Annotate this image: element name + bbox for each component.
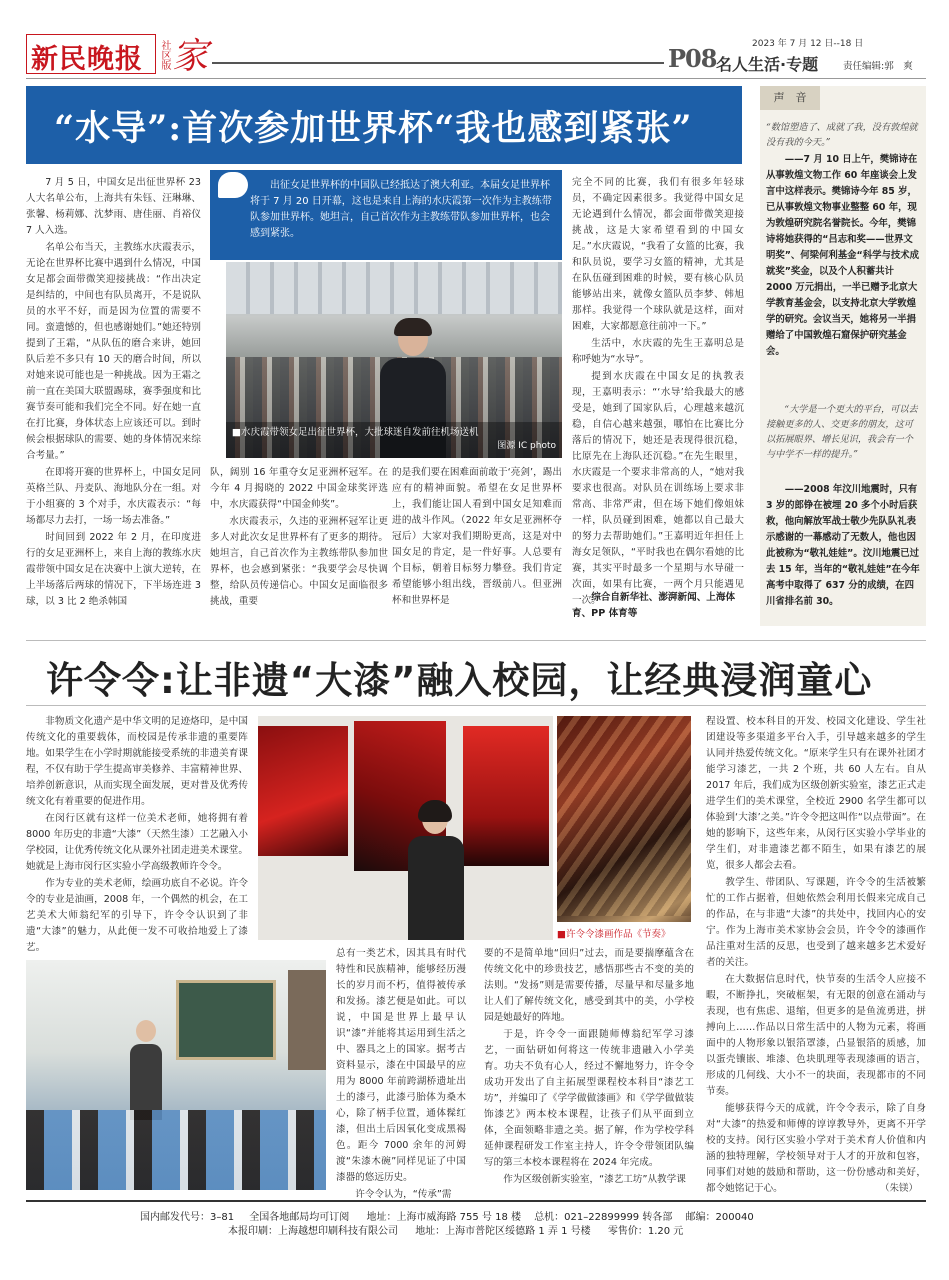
article2-photo-artwork bbox=[557, 716, 691, 940]
sidebar-quote-2: “大学是一个更大的平台，可以去接触更多的人、交更多的朋友，这可以拓展眼界、增长见识，我会有一个与中学不一样的提升。” bbox=[766, 404, 918, 460]
paragraph: 非物质文化遗产是中华文明的足迹烙印，是中国传统文化的重要载体，而校园是传承非遗的重要阵地。如果学生在小学时期就能接受系统的非遗美育课程，不仅有助于学生提高审美修养、丰富精神世界、培养创新意识，从而实现全面发展，更对普及优秀传统文化有着重要的促进作用。 bbox=[26, 716, 248, 807]
sidebar-quote-1: “数馆塑造了、成就了我，没有敦煌就没有我的今天。” bbox=[766, 122, 918, 148]
article2-col3 bbox=[484, 946, 694, 1196]
address: 地址：上海市威海路 755 号 18 楼 bbox=[366, 1212, 521, 1223]
sidebar-body-2: ——2008 年汶川地震时，只有 3 岁的郎铮在被埋 20 多个小时后获救，他向解放军战士敬少先队队礼表示感谢的一幕感动了无数人，他也因此被称为“敬礼娃娃”。汶川地震已过去 15 年，当年的“敬礼娃娃”在今年高考中取得了 637 分的成绩，在四川省排名前 30。 bbox=[766, 484, 920, 607]
footer-rule bbox=[26, 1200, 926, 1202]
postal-code: 国内邮发代号：3–81 bbox=[140, 1212, 235, 1223]
article1-source: 综合自新华社、澎湃新闻、上海体育、PP 体育等 bbox=[572, 592, 736, 619]
article2-col1 bbox=[26, 714, 248, 954]
sidebar-body-1: ——7 月 10 日上午，樊锦诗在从事敦煌文物工作 60 年座谈会上发言中这样表示。樊锦诗今年 85 岁，已从事敦煌文物事业整整 60 年，现为敦煌研究院名誉院长。今年，樊锦诗将她获得的“吕志和奖——世界文明奖”、何梁何利基金“科学与技术成就奖”奖金，以及个人积蓄共计 2000 万元捐出，一半已赠予北京大学教育基金会，以支持北京大学敦煌学的研究。会议当天，她将另一半捐赠给了中国敦煌石窟保护研究基金会。 bbox=[766, 154, 919, 357]
paper-logo bbox=[26, 34, 156, 74]
article1-title: “水导”:首次参加世界杯“我也感到紧张” bbox=[54, 108, 693, 149]
article2-col4 bbox=[706, 714, 926, 1194]
article1-title-banner bbox=[26, 86, 742, 164]
article2-col2 bbox=[266, 946, 466, 1200]
retail-price: 零售价：1.20 元 bbox=[607, 1226, 684, 1237]
zipcode: 邮编：200040 bbox=[685, 1212, 754, 1223]
edition-tag: 社区版 bbox=[159, 40, 170, 70]
paragraph: 时间回到 2022 年 2 月，在印度进行的女足亚洲杯上，来自上海的教练水庆霞带领中国女足在决赛中上演大逆转，在上半场落后两球的情况下，下半场连进 3 球，以 3 比 2 绝杀韩国 bbox=[26, 532, 201, 607]
article1-photo bbox=[226, 262, 562, 458]
paragraph: 队，阔别 16 年重夺女足亚洲杯冠军。在今年 4 月揭晓的 2022 中国金球奖评选中，水庆霞获得“中国金帅奖”。 bbox=[210, 467, 388, 510]
paragraph: 作为区级创新实验室，“漆艺工坊”从教学课 bbox=[503, 1174, 686, 1185]
paragraph: 在闵行区就有这样一位美术老师，她将拥有着 8000 年历史的非遗“大漆”（天然生漆）工艺融入小学校园，让优秀传统文化从课外社团走进美术课堂。她就是上海市闵行区实验小学高级教师许令令。 bbox=[26, 813, 248, 872]
switchboard: 总机：021–22899999 转各部 bbox=[534, 1212, 673, 1223]
masthead-bottom-rule bbox=[26, 78, 926, 79]
paragraph: 名单公布当天，主教练水庆霞表示，无论在世界杯比赛中遇到什么情况，中国女足都会面带微笑迎接挑战：“作出决定是纠结的，中间也有队员离开，不是说队员的水平不好，而是因为位置的需要不同。蛮遗憾的，但也感谢她们。”她还特别提到了王霜，“从队伍的磨合来讲，她回队后差不多只有 10 天的磨合时间，所以对她来说可能也是一种挑战。因为王霜之前一直在美国大联盟踢球，赛季强度和比赛节奏可能和我们完全不同。好在她一直在打比赛，身体状态上应该还可以。到时候会根据球队的需要、她的身体情况来综合考量。” bbox=[26, 242, 201, 461]
paragraph: 水庆霞表示，久违的亚洲杯冠军让更多人对此次女足世界杯有了更多的期待。她坦言，自己首次作为主教练带队参加世界杯，也会感到紧张：“我要学会尽快调整，给队员传递信心。中国女足面临很多挑战，重要 bbox=[210, 516, 388, 607]
paper-name: 新民晚报 bbox=[31, 44, 143, 75]
article1-col1 bbox=[26, 175, 201, 607]
paragraph: 总有一类艺术，因其具有时代特性和民族精神，能够经历漫长的岁月而不朽，值得被传承和发扬。漆艺便是如此。可以说，中国是世界上最早认识“漆”并能将其运用到生活之中、器具之上的国家。据考古资料显示，漆在中国最早的应用为 8000 年前跨湖桥遗址出土的漆弓，此漆弓胎体为桑木心，除了柄手位置，通体髹红漆，但出土后因氧化变成黑褐色。距今 7000 余年的河姆渡“朱漆木碗”同样见证了中国漆器的悠远历史。 bbox=[336, 948, 466, 1183]
photo-ceiling bbox=[226, 262, 562, 314]
printer-address: 地址：上海市普陀区绥德路 1 弄 1 号楼 bbox=[415, 1226, 591, 1237]
artwork-texture bbox=[557, 716, 691, 916]
intro-text: 出征女足世界杯的中国队已经抵达了澳大利亚。本届女足世界杯将于 7 月 20 日开幕，这也是来自上海的水庆霞第一次作为主教练带队参加世界杯。她坦言，自己首次作为主教练带队参加世界杯，也会感到紧张。 bbox=[250, 180, 552, 239]
masthead-rule bbox=[212, 62, 664, 64]
paragraph: 于是，许令令一面跟随师傅翁纪军学习漆艺，一面钻研如何将这一传统非遗融入小学美育。功夫不负有心人，经过不懈地努力，许令令成功开发出了自主拓展型课程校本科目“漆艺工坊”，并编印了《学学做做漆画》和《学学做做装饰漆艺》两本校本课程，让孩子们从平面到立体，全面领略非遗之美。据了解，作为学校学科延伸课程研发工作室主持人，许令令带领团队编写的第三本校本课程将在 2024 年完成。 bbox=[484, 1029, 694, 1168]
paragraph: 的是我们要在困难面前敢于‘亮剑’，踢出应有的精神面貌。希望在女足世界杯上，我们能让国人看到中国女足知难而进的战斗作风。（2022 年女足亚洲杯夺冠后）大家对我们期盼更高，这是对中国女足的肯定，是一件好事。人总要有个目标，朝着目标努力攀登。我们肯定希望能够小组出线，晋级前八。但亚洲杯和世界杯是 bbox=[392, 467, 562, 606]
photo-credit: 图源 IC photo bbox=[497, 441, 556, 451]
article2-title: 许令令:让非遗“大漆”融入校园，让经典浸润童心 bbox=[46, 659, 873, 702]
brand-char: 家 bbox=[172, 36, 209, 77]
paragraph: 程设置、校本科目的开发、校园文化建设、学生社团建设等多渠道多平台入手，引导越来越多的学生认同并热爱传统文化。“原来学生只有在课外社团才能学习漆艺，一共 2 个班，共 60 人左右。自从 2017 年后，我们成为区级创新实验室，漆艺正式走进学生们的美术课堂，全校近 2900 名学生都可以体验到‘大漆’之美。”许令令把这叫作“以点带面”。在她的影响下，这些年来，从闵行区实验小学毕业的学生们，对非遗漆艺都不陌生，如果有漆艺的展览，很多人都会去看。 bbox=[706, 716, 926, 871]
subscription: 全国各地邮局均可订阅 bbox=[249, 1212, 350, 1223]
painting-1 bbox=[258, 726, 348, 856]
section-title: 名人生活·专题 bbox=[716, 55, 819, 74]
paragraph: 在即将开赛的世界杯上，中国女足同英格兰队、丹麦队、海地队分在一组。对于小组赛的 3 个对手，水庆霞表示：“每场都尽力去打，一场一场去准备。” bbox=[26, 467, 201, 526]
paragraph: 许令令认为，“传承”需 bbox=[355, 1189, 452, 1200]
footer-line-2 bbox=[228, 1222, 928, 1237]
speech-bubble-icon bbox=[218, 172, 248, 198]
classroom-board bbox=[176, 980, 276, 1060]
paragraph: 作为专业的美术老师，绘画功底自不必说。许令令的专业是油画，2008 年，一个偶然的机会，在工艺美术大师翁纪军的引导下，许令令认识到了非遗“大漆”的魅力，从此便一发不可收拾地爱上了漆艺。 bbox=[26, 878, 248, 953]
paragraph: 教学生、带团队、写课题，许令令的生活被繁忙的工作占据着，但她依然会利用长假来完成自己的作品，在与非遗“大漆”的共处中，找回内心的安宁。作为上海市美术家协会会员，许令令的漆画作品注重对生活的反思，也受到了越来越多艺术爱好者的关注。 bbox=[706, 877, 926, 968]
paragraph: 7 月 5 日，中国女足出征世界杯 23 人大名单公布，上海共有朱钰、汪琳琳、张馨、杨莉娜、沈梦雨、唐佳丽、肖裕仪 7 人入选。 bbox=[26, 177, 201, 236]
photo-caption: ■水庆霞带领女足出征世界杯，大批球迷自发前往机场送机 图源 IC photo bbox=[226, 422, 562, 458]
article2-top-rule bbox=[26, 640, 926, 641]
paragraph: 生活中，水庆霞的先生王嘉明总是称呼她为“水导”。 bbox=[572, 338, 744, 365]
article1-col3 bbox=[392, 465, 562, 605]
article1-intro-box bbox=[210, 170, 562, 260]
paragraph: 完全不同的比赛，我们有很多年轻球员，不确定因素很多。我觉得中国女足无论遇到什么情况，都会面带微笑迎接挑战，这是大家希望看到的中国女足。”水庆霞说，“我看了女篮的比赛，我和队员说，要学习女篮的精神，尤其是在队伍碰到困难的时候，要有核心队员能够站出来，就像女篮队员李梦、韩旭那样。我觉得一个球队就是这样，面对困难，大家都愿意往前冲一下。” bbox=[572, 177, 744, 332]
sidebar-voices bbox=[760, 86, 926, 626]
masthead bbox=[0, 0, 949, 80]
paragraph: 能够获得今天的成就，许令令表示，除了自身对“大漆”的热爱和师傅的谆谆教导外，更离不开学校的支持。闵行区实验小学对于美术育人价值和内涵的独特理解，学校领导对于人才的开放和包容，同事们对她的鼓励和帮助，这一份份感动和美好，都令她铭记于心。 bbox=[706, 1103, 926, 1194]
teacher-figure bbox=[406, 804, 466, 940]
article2-byline: （朱镁） bbox=[880, 1183, 919, 1194]
article2-photo-teacher bbox=[258, 716, 553, 940]
sidebar-header: 声 音 bbox=[760, 86, 820, 110]
paragraph: 在大数据信息时代，快节奏的生活令人应接不暇，不断挣扎，突破框架，有无限的创意在涌动与表现，也有焦虑、退缩，但更多的是鱼流勇进，拼搏向上……作品以日常生活中的人物为元素，将画面中的人物形象以银箔罩漆，凸显银箔的质感，加以蛋壳镶嵌、堆漆、色块肌理等表现漆画的语言，形成的几何线、大小不一的块面，表现都市的不同节奏。 bbox=[706, 974, 926, 1097]
article1-col2 bbox=[210, 465, 388, 605]
article2-title-rule bbox=[26, 705, 926, 706]
issue-date: 2023 年 7 月 12 日--18 日 bbox=[752, 39, 864, 49]
painting-3 bbox=[463, 726, 549, 866]
paragraph: 要的不是简单地“回归”过去，而是要揣摩蕴含在传统文化中的珍贵技艺，感悟那些古不变的美的法则。“发扬”则是需要传播，尽量早和尽量多地让人们了解传统文化，感受到其中的美，小学校园是她最好的阵地。 bbox=[484, 948, 694, 1023]
page-number: P08 bbox=[668, 44, 717, 73]
artwork-caption: ■许令令漆画作品《节奏》 bbox=[557, 922, 691, 940]
editor-credit: 责任编辑:郭 爽 bbox=[843, 61, 913, 72]
paragraph: 提到水庆霞在中国女足的执教表现，王嘉明表示：“‘水导’给我最大的感受是，她到了国家队后，心理越来越沉稳，自信心越来越强，哪怕在比赛比分落后的情况下，她还是表现得很沉稳，比原先在上海队还沉稳。”在先生眼里，水庆霞是一个要求非常高的人，“她对我要求也很高。对队员在训练场上要求非常高、非常严肃，但在场下她们像姐妹一样，队员碰到困难，她都以自己最大的努力去帮助她们。”王嘉明近年担任上海女足领队，“平时我也在偶尔看她的比赛，其实平时最多一个星期与水导碰一次面，如果有比赛，一两个月只能遇见一次。” bbox=[572, 371, 744, 606]
footer-line-1 bbox=[140, 1208, 940, 1223]
printer: 本报印刷：上海越想印刷科技有限公司 bbox=[228, 1226, 398, 1237]
teacher-in-class bbox=[126, 1020, 166, 1120]
